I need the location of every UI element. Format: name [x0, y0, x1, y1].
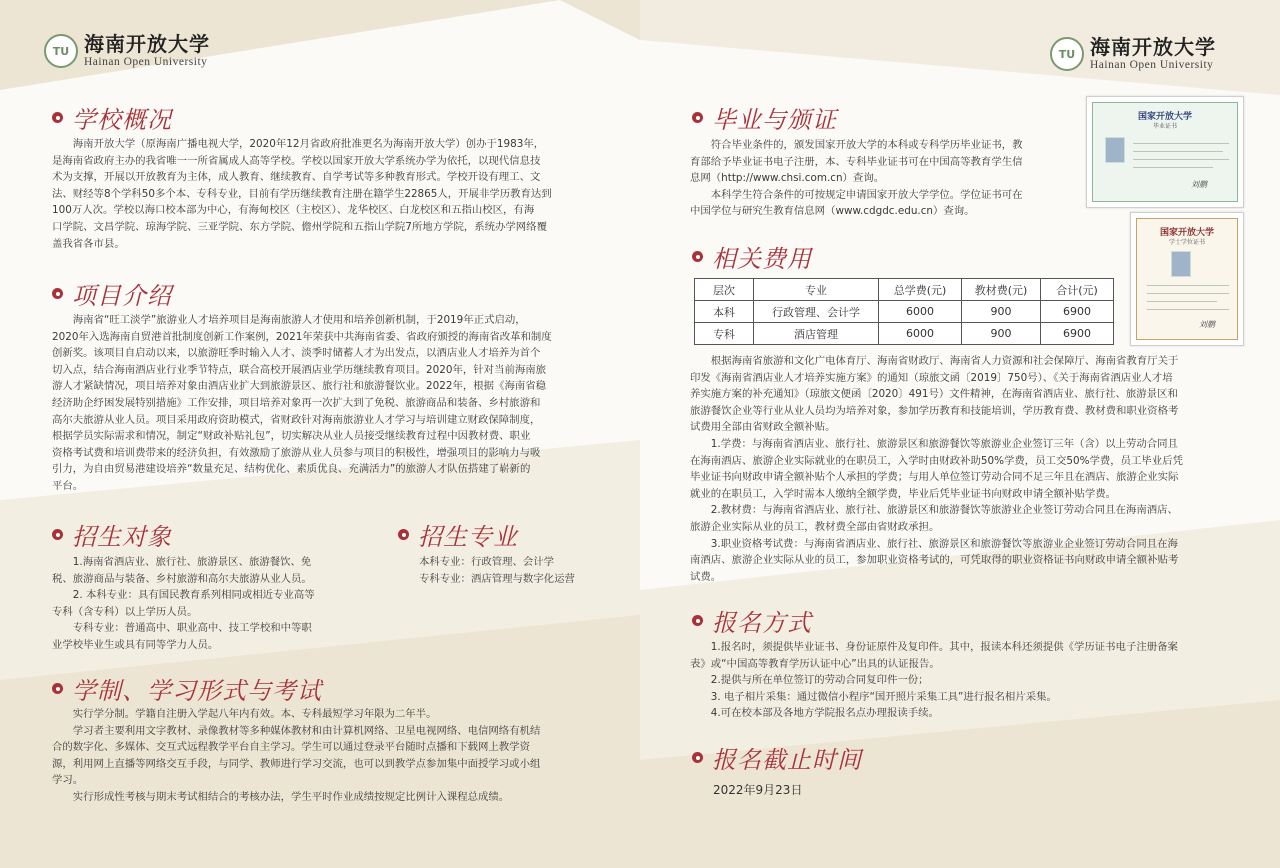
heading-text: 招生专业	[418, 523, 518, 551]
major-junior: 专科专业：酒店管理与数字化运营	[419, 572, 575, 585]
university-emblem-icon: TU	[1050, 37, 1084, 71]
logo-english-name: Hainan Open University	[1090, 59, 1214, 71]
heading-text: 学制、学习形式与考试	[72, 677, 322, 705]
table-cell: 酒店管理	[754, 323, 879, 345]
degree-certificate-image: 国家开放大学 学士学位证书 刘鹏	[1130, 212, 1244, 346]
section-heading-fees	[692, 239, 812, 274]
logo-english-name: Hainan Open University	[84, 56, 208, 68]
table-cell: 900	[962, 323, 1041, 345]
section-heading-majors	[398, 517, 518, 552]
fees-paragraph: 根据海南省旅游和文化广电体育厅、海南省财政厅、海南省人力资源和社会保障厅、海南省教育厅关于 印发《海南省酒店业人才培养实施方案》的通知（琼旅文函〔2019〕750号）、《关于海南省酒店业人才培 养实施方案的补充通知》（琼旅文便函〔2020〕491号）文件精神，在海南省酒店业、旅行社、旅游景区和 旅游餐饮企业等行业从业人员均为培养对象，参加学历教育和技能培训，学历教育费、教材费和职业资格考 试费用全部由省财政全额补贴。 1.学费：与海南省酒店业、旅行社、旅游景区和旅游餐饮等旅游业企业签订三年（含）以上劳动合同且 在海南酒店、旅游企业实际就业的在职员工，入学时由财政补助50%学费，员工交50%学费，员工毕业后凭 毕业证书向财政申请全额补贴个人承担的学费；与用人单位签订劳动合同不足三年且在酒店、旅游企业实际 就业的在职员工，入学时需本人缴纳全额学费，毕业后凭毕业证书向财政申请全额补贴学费。 2.教材费：与海南省酒店业、旅行社、旅游景区和旅游餐饮等旅游业企业签订劳动合同且在海南酒店、 旅游企业实际从业的员工，教材费全部由省财政承担。 3.职业资格考试费：与海南省酒店业、旅行社、旅游景区和旅游餐饮等旅游业企业签订劳动合同且在海 南酒店、旅游企业实际从业的员工，参加职业资格考试的，可凭取得的职业资格证书向财政申请全额补贴考 试费。	[690, 355, 1183, 583]
table-header-row	[695, 279, 1114, 301]
logo-right	[1050, 37, 1216, 72]
section-heading-deadline	[692, 740, 862, 775]
bullet-dot-icon	[52, 112, 63, 123]
bullet-dot-icon	[692, 752, 703, 763]
table-cell: 本科	[695, 301, 754, 323]
heading-text: 毕业与颁证	[712, 106, 837, 134]
heading-text: 相关费用	[712, 245, 812, 273]
majors-list	[419, 554, 619, 587]
diploma-certificate-image: 国家开放大学 毕业证书 刘鹏	[1086, 96, 1244, 208]
table-header-cell: 专业	[754, 279, 879, 301]
table-row	[695, 323, 1114, 345]
section-heading-project	[52, 276, 172, 311]
table-cell: 900	[962, 301, 1041, 323]
logo-chinese-name: 海南开放大学	[1090, 35, 1216, 59]
heading-text: 项目介绍	[72, 282, 172, 310]
table-header-cell: 教材费(元)	[962, 279, 1041, 301]
table-cell: 6000	[879, 323, 962, 345]
section-heading-targets	[52, 517, 172, 552]
heading-text: 学校概况	[72, 106, 172, 134]
bullet-dot-icon	[692, 615, 703, 626]
section-heading-apply	[692, 603, 812, 638]
table-cell: 6900	[1041, 323, 1114, 345]
section-heading-graduation	[692, 100, 837, 135]
table-header-cell: 合计(元)	[1041, 279, 1114, 301]
table-header-cell: 总学费(元)	[879, 279, 962, 301]
logo-chinese-name: 海南开放大学	[84, 32, 210, 56]
targets-paragraph: 1.海南省酒店业、旅行社、旅游景区、旅游餐饮、免 税、旅游商品与装备、乡村旅游和高尔夫旅游从业人员。 2. 本科专业：具有国民教育系列相同或相近专业高等 专科（含专科）以上学历人员。 专科专业：普通高中、职业高中、技工学校和中等职 业学校毕业生或具有同等学力人员。	[52, 556, 315, 651]
table-cell: 专科	[695, 323, 754, 345]
table-cell: 6000	[879, 301, 962, 323]
table-cell: 6900	[1041, 301, 1114, 323]
bullet-dot-icon	[52, 288, 63, 299]
bullet-dot-icon	[52, 529, 63, 540]
heading-text: 报名截止时间	[712, 746, 862, 774]
fees-table	[694, 278, 1114, 345]
heading-text: 报名方式	[712, 609, 812, 637]
apply-paragraph: 1.报名时，须提供毕业证书、身份证原件及复印件。其中，报读本科还须提供《学历证书电子注册备案 表》或“中国高等教育学历认证中心”出具的认证报告。 2.提供与所在单位签订的劳动合同复印件一份； 3. 电子相片采集：通过微信小程序“国开照片采集工具”进行报名相片采集。 4.可在校本部及各地方学院报名点办理报读手续。	[690, 641, 1178, 720]
heading-text: 招生对象	[72, 523, 172, 551]
bullet-dot-icon	[52, 683, 63, 694]
table-row	[695, 301, 1114, 323]
project-paragraph: 海南省“旺工淡学”旅游业人才培养项目是海南旅游人才使用和培养创新机制，于2019年正式启动， 2020年入选海南自贸港首批制度创新工作案例，2021年荣获中共海南省委、省政府颁授的海南省改革和制度 创新奖。该项目自启动以来，以旅游旺季时输入人才、淡季时储蓄人才为出发点，以酒店业人才培养为首个 切入点，结合海南酒店业行业季节特点，联合高校开展酒店业学历继续教育项目。2020年，针对当前海南旅 游人才紧缺情况，项目培养对象由酒店业扩大到旅游景区、旅行社和旅游餐饮业。2022年，根据《海南省稳 经济助企纾困发展特别措施》工作安排，项目培养对象再一次扩大到了免税、旅游商品和装备、乡村旅游和 高尔夫旅游从业人员。项目采用政府资助模式，省财政针对海南旅游业人才学习与培训建立财政保障制度， 根据学员实际需求和情况，制定“财政补贴礼包”，切实解决从业人员接受继续教育过程中因教材费、职业 资格考试费和培训费带来的经济负担，有效激励了旅游从业人员参与项目的积极性，增强项目的影响力与吸 引力，为自由贸易港建设培养“数量充足、结构优化、素质优良、充满活力”的旅游人才队伍搭建了崭新的 平台。	[52, 314, 552, 492]
table-cell: 行政管理、会计学	[754, 301, 879, 323]
major-undergrad: 本科专业：行政管理、会计学	[419, 556, 555, 568]
table-header-cell: 层次	[695, 279, 754, 301]
bullet-dot-icon	[692, 251, 703, 262]
overview-paragraph: 海南开放大学（原海南广播电视大学，2020年12月省政府批准更名为海南开放大学）创办于1983年， 是海南省政府主办的我省唯一一所省属成人高等学校。学校以国家开放大学系统办学为依托，以现代信息技 术为支撑，开展以开放教育为主体，成人教育、继续教育、自学考试等多种教育形式。学校开设有理工、文 法、财经等8个学科50多个本、专科专业，目前有学历继续教育注册在籍学生22865人，开展非学历教育达到 100万人次。学校以海口校本部为中心，有海甸校区（主校区）、龙华校区、白龙校区和五指山校区，有海 口学院、文昌学院、琼海学院、三亚学院、东方学院、儋州学院和五指山学院7所地方学院，系统办学网络覆 盖我省各市县。	[52, 138, 552, 250]
section-heading-study	[52, 671, 322, 706]
graduation-paragraph: 符合毕业条件的，颁发国家开放大学的本科或专科学历毕业证书，教 育部给予毕业证书电子注册，本、专科毕业证书可在中国高等教育学生信 息网（http://www.chsi.com.cn）查询。 本科学生符合条件的可按规定申请国家开放大学学位。学位证书可在 中国学位与研究生教育信息网（www.cdgdc.edu.cn）查询。	[690, 139, 1023, 218]
bullet-dot-icon	[398, 529, 409, 540]
university-emblem-icon: TU	[44, 34, 78, 68]
section-heading-overview	[52, 100, 172, 135]
logo-left	[44, 34, 210, 69]
study-paragraph: 实行学分制。学籍自注册入学起八年内有效。本、专科最短学习年限为二年半。 学习者主要利用文字教材、录像教材等多种媒体教材和由计算机网络、卫星电视网络、电信网络有机结 合的数字化、多媒体、交互式远程教学平台自主学习。学生可以通过登录平台随时点播和下载网上教学资 源，利用网上直播等网络交互手段，与同学、教师进行学习交流，也可以到教学点参加集中面授学习或小组 学习。 实行形成性考核与期末考试相结合的考核办法，学生平时作业成绩按规定比例计入课程总成绩。	[52, 708, 541, 803]
deadline-date: 2022年9月23日	[713, 783, 803, 797]
bullet-dot-icon	[692, 112, 703, 123]
